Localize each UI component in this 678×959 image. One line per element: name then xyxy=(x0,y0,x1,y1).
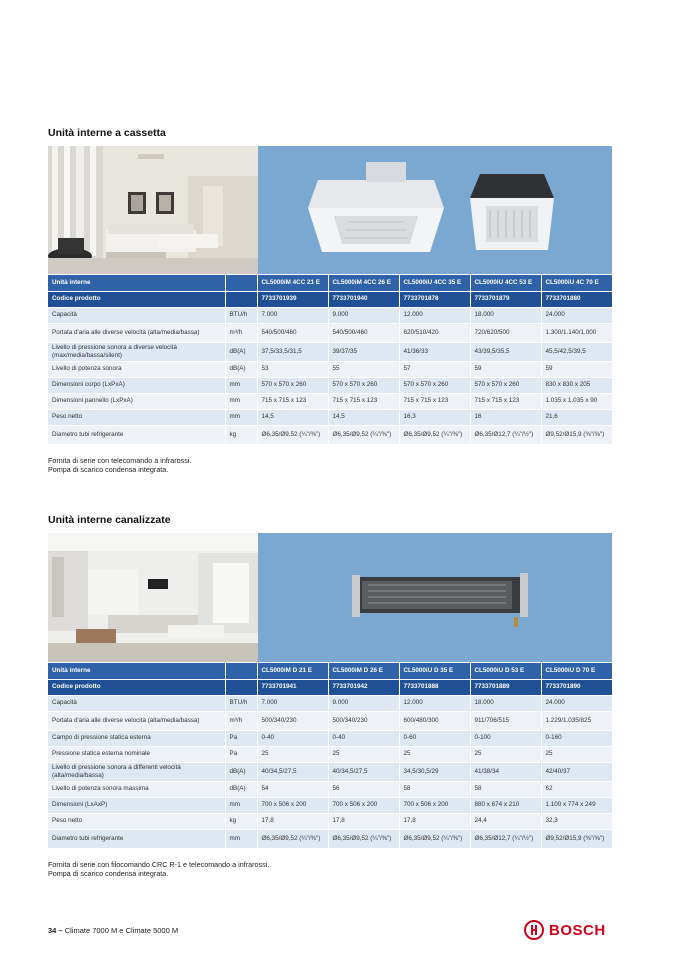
table-cell: 56 xyxy=(328,781,399,797)
table-header-cell xyxy=(225,275,257,291)
table-cell: 16,3 xyxy=(399,409,470,425)
table-cell: Diametro tubi refrigerante xyxy=(48,829,225,848)
page-footer xyxy=(48,926,178,935)
table-cell: 9.000 xyxy=(328,307,399,323)
table-cell: 700 x 506 x 200 xyxy=(328,797,399,813)
ducted-spec-table xyxy=(48,663,613,849)
table-cell: 24,4 xyxy=(470,813,541,829)
table-header-cell: CL5000iU 4CC 35 E xyxy=(399,275,470,291)
table-cell: Peso netto xyxy=(48,813,225,829)
table-cell: Pa xyxy=(225,730,257,746)
table-cell: 25 xyxy=(328,746,399,762)
table-cell: Ø9,52/Ø15,9 (⅜"/⅝") xyxy=(541,425,612,444)
table-cell: 620/510/420 xyxy=(399,323,470,342)
table-cell: dB(A) xyxy=(225,342,257,361)
ducted-product-image xyxy=(258,533,612,662)
table-cell: 500/340/230 xyxy=(257,711,328,730)
table-cell: Campo di pressione statica esterna xyxy=(48,730,225,746)
table-cell: 715 x 715 x 123 xyxy=(257,393,328,409)
table-code-cell: 7733701941 xyxy=(257,679,328,695)
table-cell: Ø6,35/Ø9,52 (¼"/⅜") xyxy=(257,829,328,848)
table-cell: 880 x 674 x 210 xyxy=(470,797,541,813)
table-cell: Ø6,35/Ø12,7 (¼"/½") xyxy=(470,425,541,444)
ducted-note xyxy=(48,860,269,878)
table-code-row xyxy=(48,679,612,695)
cassette-hero-banner xyxy=(48,146,612,274)
table-cell: 12.000 xyxy=(399,695,470,711)
table-header-row xyxy=(48,275,612,291)
table-cell: 58 xyxy=(470,781,541,797)
table-cell: Livello di pressione sonora a diverse velocità (max/media/bassa/silent) xyxy=(48,342,225,361)
table-code-cell: 7733701879 xyxy=(470,291,541,307)
table-code-cell: 7733701939 xyxy=(257,291,328,307)
table-cell: 37,5/33,5/31,5 xyxy=(257,342,328,361)
table-header-cell: CL5000iU D 70 E xyxy=(541,663,612,679)
table-cell: 830 x 830 x 205 xyxy=(541,377,612,393)
table-cell: 720/620/500 xyxy=(470,323,541,342)
ducted-note-line: Fornita di serie con filocomando CRC R-1 e telecomando a infrarossi. xyxy=(48,860,270,869)
table-cell: 18.000 xyxy=(470,695,541,711)
table-cell: dB(A) xyxy=(225,361,257,377)
table-row xyxy=(48,797,612,813)
table-cell: Livello di potenza sonora xyxy=(48,361,225,377)
table-cell: dB(A) xyxy=(225,781,257,797)
table-cell: 12.000 xyxy=(399,307,470,323)
table-header-cell: CL5000iM D 26 E xyxy=(328,663,399,679)
table-cell: 0-160 xyxy=(541,730,612,746)
table-cell: 41/38/34 xyxy=(470,762,541,781)
table-cell: 570 x 570 x 260 xyxy=(470,377,541,393)
table-cell: kg xyxy=(225,813,257,829)
table-header-cell: CL5000iM D 21 E xyxy=(257,663,328,679)
table-header-cell: CL5000iU D 35 E xyxy=(399,663,470,679)
table-header-cell: CL5000iU D 53 E xyxy=(470,663,541,679)
table-cell: BTU/h xyxy=(225,695,257,711)
table-row xyxy=(48,746,612,762)
table-code-cell: 7733701880 xyxy=(541,291,612,307)
table-cell: 53 xyxy=(257,361,328,377)
table-row xyxy=(48,409,612,425)
table-header-cell: CL5000iU 4C 70 E xyxy=(541,275,612,291)
table-cell: 40/34,5/27,5 xyxy=(257,762,328,781)
table-cell: 715 x 715 x 123 xyxy=(399,393,470,409)
table-cell: 7.000 xyxy=(257,307,328,323)
table-code-cell xyxy=(225,291,257,307)
table-cell: Ø6,35/Ø9,52 (¼"/⅜") xyxy=(328,425,399,444)
table-code-cell: 7733701890 xyxy=(541,679,612,695)
table-cell: 42/40/37 xyxy=(541,762,612,781)
table-cell: 7.000 xyxy=(257,695,328,711)
table-cell: 41/36/33 xyxy=(399,342,470,361)
table-row xyxy=(48,695,612,711)
table-row xyxy=(48,377,612,393)
table-cell: 911/706/515 xyxy=(470,711,541,730)
ducted-room-photo xyxy=(48,533,258,662)
table-cell: 25 xyxy=(399,746,470,762)
cassette-note xyxy=(48,456,191,474)
table-cell: 0-60 xyxy=(399,730,470,746)
table-cell: Ø9,52/Ø15,9 (⅜"/⅝") xyxy=(541,829,612,848)
table-cell: 16 xyxy=(470,409,541,425)
table-cell: 700 x 506 x 200 xyxy=(399,797,470,813)
table-header-cell: Unità interne xyxy=(48,663,225,679)
table-cell: mm xyxy=(225,829,257,848)
table-cell: 57 xyxy=(399,361,470,377)
table-cell: Dimensioni pannello (LxPxA) xyxy=(48,393,225,409)
table-cell: 570 x 570 x 260 xyxy=(399,377,470,393)
table-header-cell: Unità interne xyxy=(48,275,225,291)
table-cell: Ø6,35/Ø9,52 (¼"/⅜") xyxy=(257,425,328,444)
table-cell: 14,5 xyxy=(328,409,399,425)
table-cell: 24.000 xyxy=(541,695,612,711)
table-cell: kg xyxy=(225,425,257,444)
table-cell: Ø6,35/Ø9,52 (¼"/⅜") xyxy=(399,829,470,848)
table-cell: 1.035 x 1.035 x 90 xyxy=(541,393,612,409)
table-cell: Livello di pressione sonora a differenti velocità (alta/media/bassa) xyxy=(48,762,225,781)
table-cell: Pa xyxy=(225,746,257,762)
table-cell: Pressione statica esterna nominale xyxy=(48,746,225,762)
table-cell: 500/340/230 xyxy=(328,711,399,730)
table-cell: Portata d'aria alle diverse velocità (alta/media/bassa) xyxy=(48,711,225,730)
table-header-cell: CL5000iU 4CC 53 E xyxy=(470,275,541,291)
table-cell: Diametro tubi refrigerante xyxy=(48,425,225,444)
table-code-cell: Codice prodotto xyxy=(48,291,225,307)
table-header-row xyxy=(48,663,612,679)
table-cell: 24.000 xyxy=(541,307,612,323)
table-row xyxy=(48,762,612,781)
table-code-row xyxy=(48,291,612,307)
table-row xyxy=(48,342,612,361)
ducted-hero-banner xyxy=(48,533,612,662)
table-cell: 715 x 715 x 123 xyxy=(328,393,399,409)
table-cell: 570 x 570 x 260 xyxy=(257,377,328,393)
table-cell: 9.000 xyxy=(328,695,399,711)
table-cell: Ø6,35/Ø12,7 (¼"/½") xyxy=(470,829,541,848)
table-cell: 700 x 506 x 200 xyxy=(257,797,328,813)
table-code-cell: 7733701942 xyxy=(328,679,399,695)
table-cell: 54 xyxy=(257,781,328,797)
table-cell: Dimensioni corpo (LxPxA) xyxy=(48,377,225,393)
table-cell: Dimensioni (LxAxP) xyxy=(48,797,225,813)
ducted-note-line: Pompa di scarico condensa integrata. xyxy=(48,869,169,878)
table-row xyxy=(48,730,612,746)
table-cell: mm xyxy=(225,797,257,813)
table-row xyxy=(48,323,612,342)
bosch-armature-icon xyxy=(524,920,544,940)
table-cell: 25 xyxy=(257,746,328,762)
table-cell: 600/480/300 xyxy=(399,711,470,730)
table-cell: Capacità xyxy=(48,307,225,323)
table-row xyxy=(48,711,612,730)
table-cell: dB(A) xyxy=(225,762,257,781)
table-cell: Peso netto xyxy=(48,409,225,425)
table-cell: 540/500/460 xyxy=(328,323,399,342)
table-header-cell: CL5000iM 4CC 26 E xyxy=(328,275,399,291)
table-cell: 62 xyxy=(541,781,612,797)
table-cell: m³/h xyxy=(225,323,257,342)
footer-text: Climate 7000 M e Climate 5000 M xyxy=(64,926,179,935)
brand-name: BOSCH xyxy=(549,921,606,939)
table-row xyxy=(48,307,612,323)
table-cell: 59 xyxy=(541,361,612,377)
table-header-cell xyxy=(225,663,257,679)
cassette-spec-table xyxy=(48,275,613,445)
table-cell: 14,5 xyxy=(257,409,328,425)
table-cell: 55 xyxy=(328,361,399,377)
table-cell: mm xyxy=(225,393,257,409)
table-cell: 1.100 x 774 x 249 xyxy=(541,797,612,813)
table-cell: Ø6,35/Ø9,52 (¼"/⅜") xyxy=(399,425,470,444)
table-row xyxy=(48,425,612,444)
table-cell: 59 xyxy=(470,361,541,377)
table-cell: Ø6,35/Ø9,52 (¼"/⅜") xyxy=(328,829,399,848)
table-code-cell: 7733701940 xyxy=(328,291,399,307)
table-row xyxy=(48,361,612,377)
table-cell: 45,5/42,5/39,5 xyxy=(541,342,612,361)
bosch-logo xyxy=(524,920,606,940)
cassette-note-line: Pompa di scarico condensa integrata. xyxy=(48,465,169,474)
table-cell: 39/37/35 xyxy=(328,342,399,361)
table-cell: 17,8 xyxy=(257,813,328,829)
table-cell: 570 x 570 x 260 xyxy=(328,377,399,393)
table-cell: 25 xyxy=(470,746,541,762)
table-cell: 0-40 xyxy=(257,730,328,746)
footer-separator: – xyxy=(58,926,63,935)
table-cell: mm xyxy=(225,377,257,393)
table-cell: 17,8 xyxy=(328,813,399,829)
table-cell: 1.300/1.140/1.000 xyxy=(541,323,612,342)
table-header-cell: CL5000iM 4CC 21 E xyxy=(257,275,328,291)
table-row xyxy=(48,781,612,797)
table-cell: BTU/h xyxy=(225,307,257,323)
page-number: 34 xyxy=(48,926,57,935)
table-code-cell: 7733701888 xyxy=(399,679,470,695)
table-cell: Capacità xyxy=(48,695,225,711)
ducted-section-title: Unità interne canalizzate xyxy=(48,514,171,526)
table-row xyxy=(48,813,612,829)
cassette-section-title: Unità interne a cassetta xyxy=(48,127,166,139)
table-row xyxy=(48,829,612,848)
table-cell: 43/39,5/35,5 xyxy=(470,342,541,361)
table-cell: 25 xyxy=(541,746,612,762)
cassette-product-image xyxy=(258,146,612,274)
table-cell: 21,6 xyxy=(541,409,612,425)
cassette-room-photo xyxy=(48,146,258,274)
table-cell: 1.229/1.035/825 xyxy=(541,711,612,730)
table-cell: m³/h xyxy=(225,711,257,730)
table-cell: 58 xyxy=(399,781,470,797)
table-cell: Portata d'aria alle diverse velocità (alta/media/bassa) xyxy=(48,323,225,342)
table-row xyxy=(48,393,612,409)
table-cell: 32,3 xyxy=(541,813,612,829)
table-cell: 40/34,5/27,5 xyxy=(328,762,399,781)
table-cell: 34,5/30,5/29 xyxy=(399,762,470,781)
table-code-cell: Codice prodotto xyxy=(48,679,225,695)
table-cell: 17,8 xyxy=(399,813,470,829)
table-code-cell xyxy=(225,679,257,695)
table-cell: Livello di potenza sonora massima xyxy=(48,781,225,797)
table-cell: 540/500/460 xyxy=(257,323,328,342)
cassette-note-line: Fornita di serie con telecomando a infrarossi. xyxy=(48,456,192,465)
table-cell: 715 x 715 x 123 xyxy=(470,393,541,409)
table-code-cell: 7733701889 xyxy=(470,679,541,695)
table-cell: mm xyxy=(225,409,257,425)
table-cell: 18.000 xyxy=(470,307,541,323)
table-code-cell: 7733701878 xyxy=(399,291,470,307)
table-cell: 0-100 xyxy=(470,730,541,746)
table-cell: 0-40 xyxy=(328,730,399,746)
